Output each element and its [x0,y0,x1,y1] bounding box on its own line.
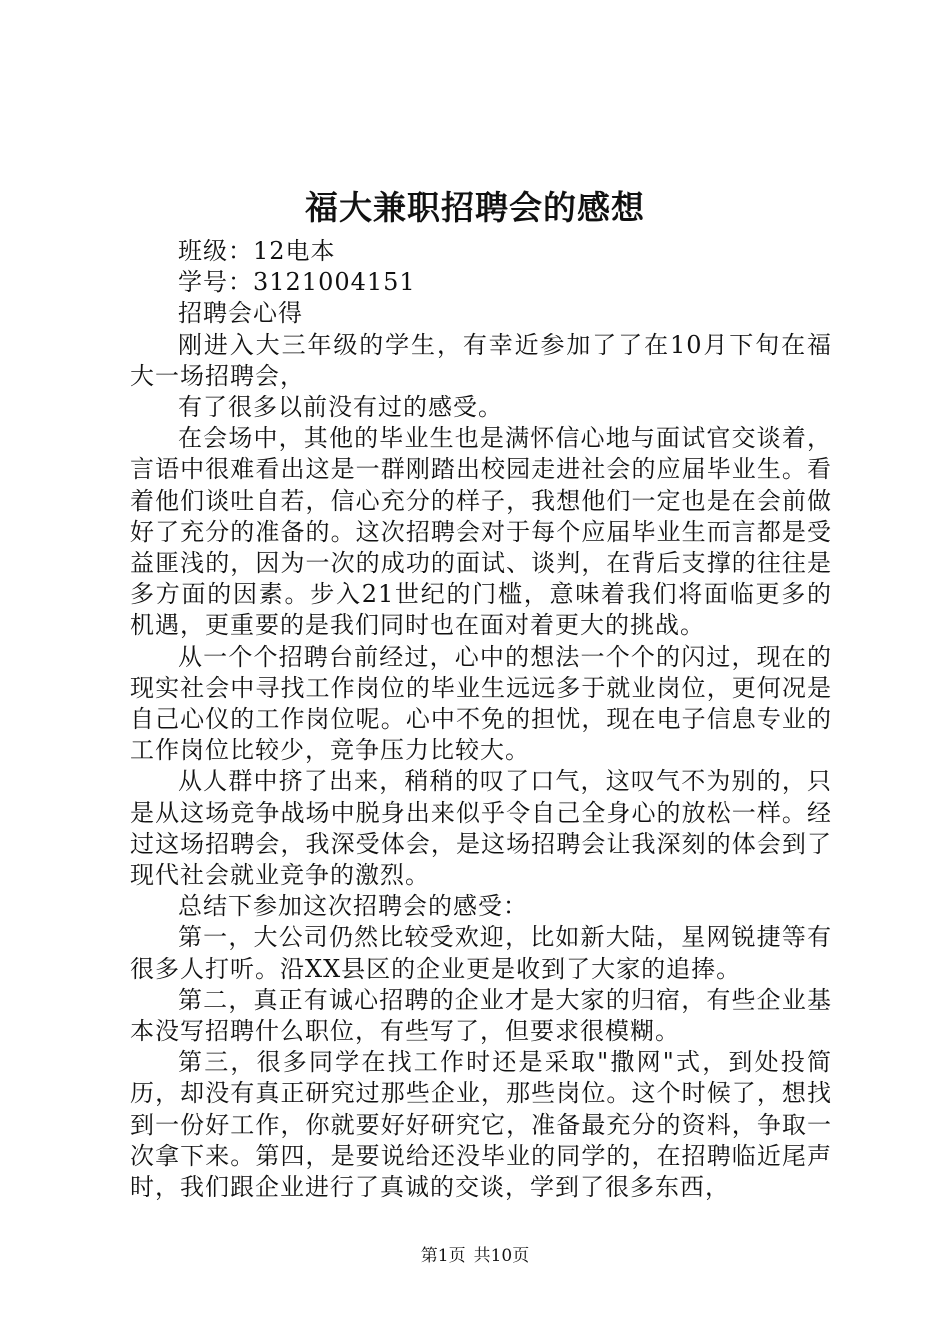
paragraph: 从一个个招聘台前经过，心中的想法一个个的闪过，现在的现实社会中寻找工作岗位的毕业生远远多于就业岗位，更何况是自己心仪的工作岗位呢。心中不免的担忧，现在电子信息专业的工作岗位比较少，竞争压力比较大。 [130,642,832,765]
paragraph: 第二，真正有诚心招聘的企业才是大家的归宿，有些企业基本没写招聘什么职位，有些写了，但要求很模糊。 [130,985,832,1046]
document-title: 福大兼职招聘会的感想 [305,188,645,227]
paragraph: 第一，大公司仍然比较受欢迎，比如新大陆，星网锐捷等有很多人打听。沿XX县区的企业更是收到了大家的追捧。 [130,923,832,983]
document-body [130,236,832,1203]
paragraph: 有了很多以前没有过的感受。 [178,393,503,422]
student-id-line: 学号：3121004151 [178,268,416,297]
page-count: 共10页 [473,1246,530,1266]
class-line: 班级：12电本 [178,237,336,265]
paragraph: 从人群中挤了出来，稍稍的叹了口气，这叹气不为别的，只是从这场竞争战场中脱身出来似乎令自己全身心的放松一样。经过这场招聘会，我深受体会，是这场招聘会让我深刻的体会到了现代社会就业竞争的激烈。 [130,767,832,890]
paragraph: 第三，很多同学在找工作时还是采取"撒网"式，到处投简历，却没有真正研究过那些企业，那些岗位。这个时候了，想找到一份好工作，你就要好好研究它，准备最充分的资料，争取一次拿下来。第四，是要说给还没毕业的同学的，在招聘临近尾声时，我们跟企业进行了真诚的交谈，学到了很多东西， [130,1048,832,1202]
section-heading: 招聘会心得 [178,299,303,328]
paragraph: 在会场中，其他的毕业生也是满怀信心地与面试官交谈着，言语中很难看出这是一群刚踏出校园走进社会的应届毕业生。看着他们谈吐自若，信心充分的样子，我想他们一定也是在会前做好了充分的准备的。这次招聘会对于每个应届毕业生而言都是受益匪浅的，因为一次的成功的面试、谈判，在背后支撑的往往是多方面的因素。步入21世纪的门槛，意味着我们将面临更多的机遇，更重要的是我们同时也在面对着更大的挑战。 [130,424,832,640]
page-number: 第1页 [420,1246,466,1266]
page-footer [0,1244,950,1268]
paragraph: 总结下参加这次招聘会的感受： [178,892,528,921]
paragraph: 刚进入大三年级的学生，有幸近参加了了在10月下旬在福大一场招聘会， [130,330,832,390]
